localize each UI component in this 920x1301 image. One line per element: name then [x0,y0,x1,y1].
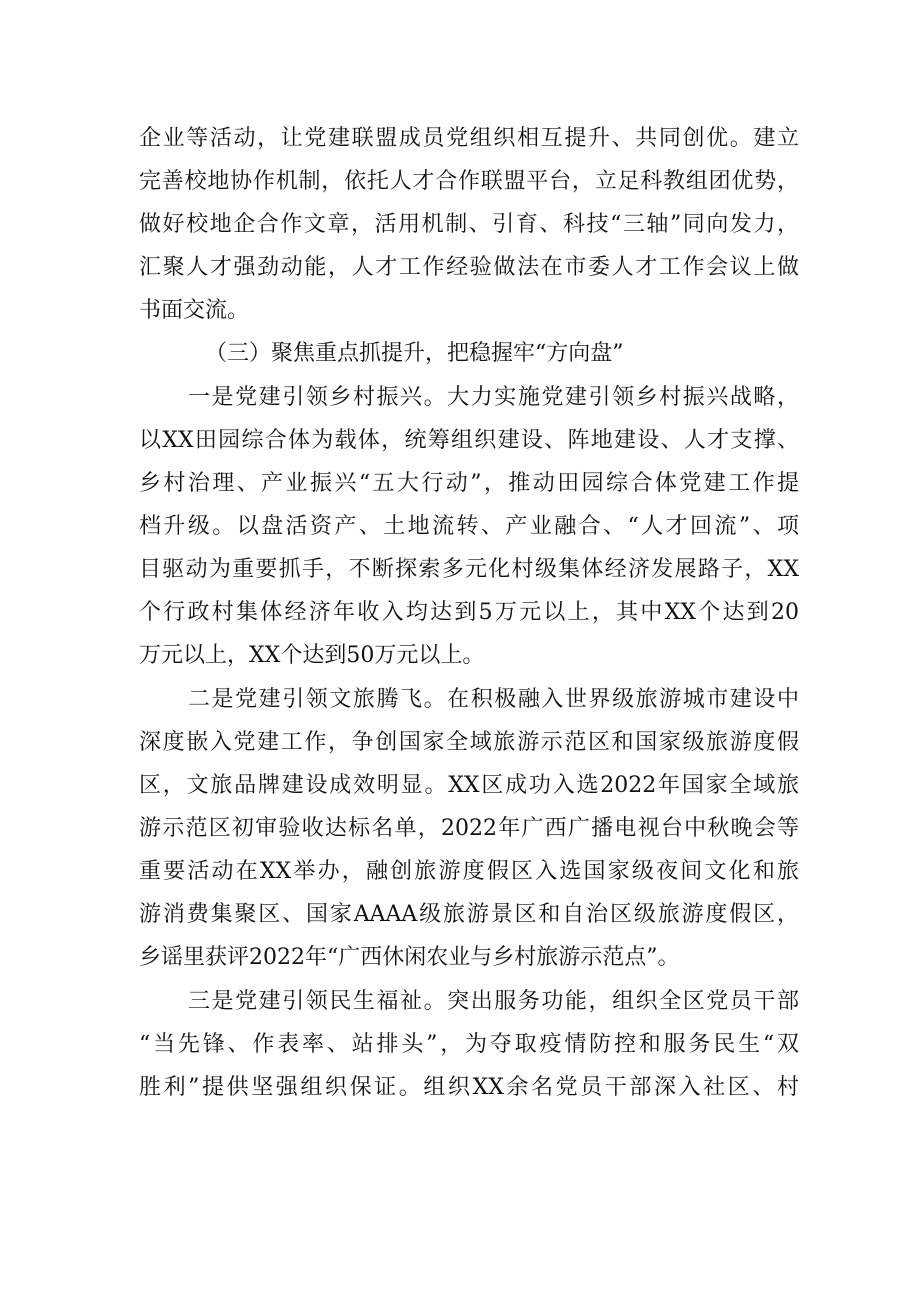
text-line: 汇聚人才强劲动能，人才工作经验做法在市委人才工作会议上做 [139,255,799,280]
text-line: 完善校地协作机制，依托人才合作联盟平台，立足科教组团优势， [139,169,799,194]
text-line: 重要活动在XX举办，融创旅游度假区入选国家级夜间文化和旅 [139,859,799,884]
text-line: 游示范区初审验收达标名单，2022年广西广播电视台中秋晚会等 [139,816,799,841]
text-line: 胜利”提供坚强组织保证。组织XX余名党员干部深入社区、村 [139,1075,799,1100]
paragraph-first-line: 三是党建引领民生福祉。突出服务功能，组织全区党员干部 [188,989,799,1014]
text-line: 企业等活动，让党建联盟成员党组织相互提升、共同创优。建立 [139,126,799,151]
text-line: 书面交流。 [139,298,250,323]
text-line: 深度嵌入党建工作，争创国家全域旅游示范区和国家级旅游度假 [139,730,799,755]
text-line: 区，文旅品牌建设成效明显。XX区成功入选2022年国家全域旅 [139,773,799,798]
section-heading: （三）聚焦重点抓提升，把稳握牢“方向盘” [205,341,624,366]
text-line: 以XX田园综合体为载体，统筹组织建设、阵地建设、人才支撑、 [139,428,799,453]
text-line: 个行政村集体经济年收入均达到5万元以上，其中XX个达到20 [139,600,799,625]
text-line: 乡谣里获评2022年“广西休闲农业与乡村旅游示范点”。 [139,945,680,970]
text-line: 做好校地企合作文章，活用机制、引育、科技“三轴”同向发力， [139,212,799,237]
text-line: 万元以上，XX个达到50万元以上。 [139,643,485,668]
text-line: 目驱动为重要抓手，不断探索多元化村级集体经济发展路子，XX [139,557,799,582]
text-line: 乡村治理、产业振兴“五大行动”，推动田园综合体党建工作提 [139,471,799,496]
text-line: 游消费集聚区、国家AAAA级旅游景区和自治区级旅游度假区， [139,902,799,927]
paragraph-first-line: 一是党建引领乡村振兴。大力实施党建引领乡村振兴战略， [188,385,799,410]
text-line: “当先锋、作表率、站排头”，为夺取疫情防控和服务民生“双 [139,1032,799,1057]
text-line: 档升级。以盘活资产、土地流转、产业融合、“人才回流”、项 [139,514,799,539]
paragraph-first-line: 二是党建引领文旅腾飞。在积极融入世界级旅游城市建设中 [188,687,799,712]
